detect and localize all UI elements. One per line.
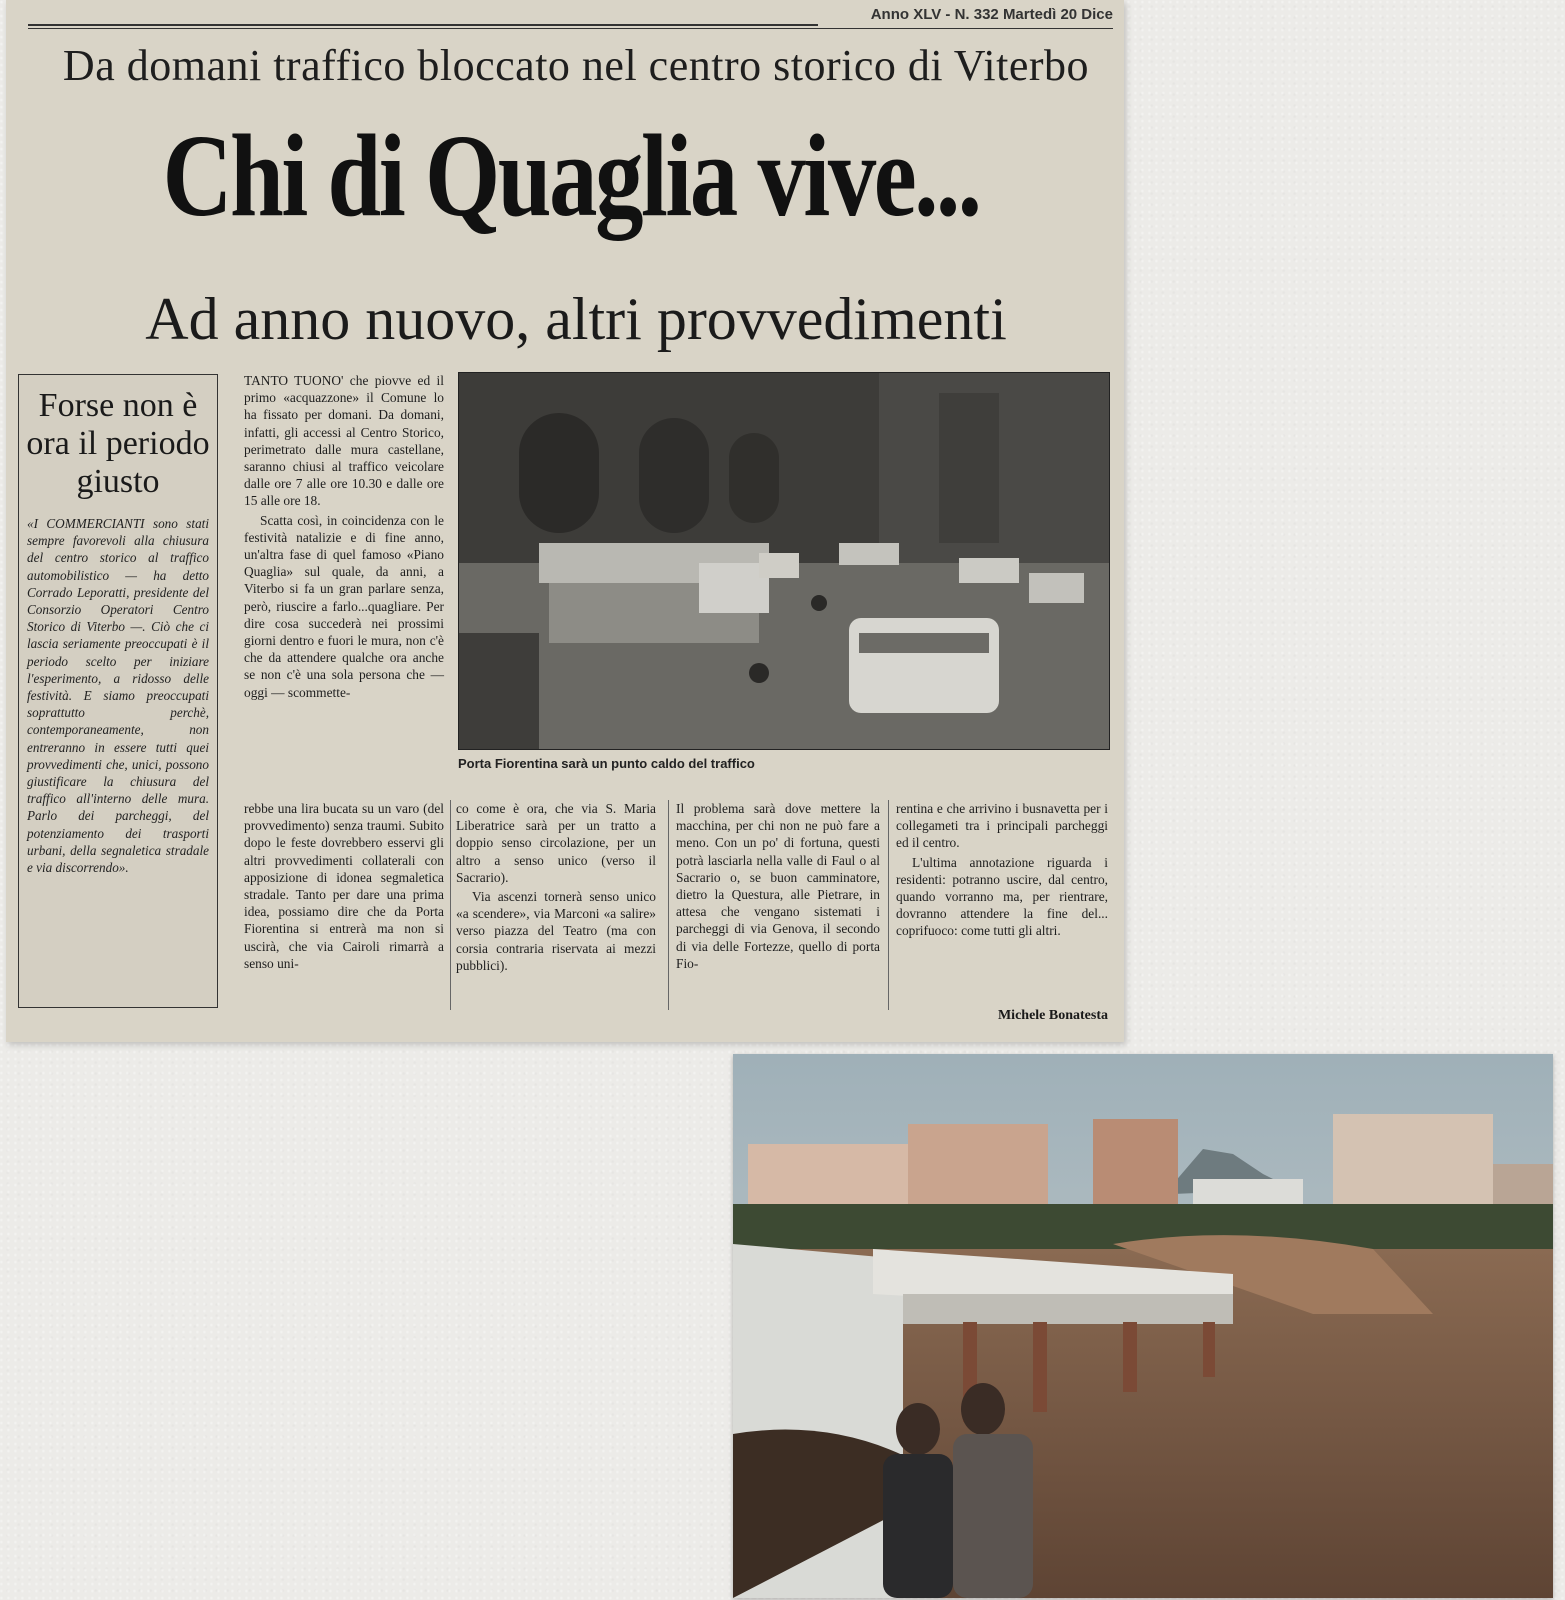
paragraph: co come è ora, che via S. Maria Liberatrice sarà per un tratto a doppio senso circolazione, per un altro a senso unico (verso il Sacrario). [456, 801, 656, 885]
article-column-3 [456, 800, 656, 974]
paragraph: L'ultima annotazione riguarda i residenti: potranno uscire, dal centro, quando vorranno ma, per rientrare, dovranno attendere la fine del... coprifuoco: come tutti gli altri. [896, 854, 1108, 939]
newspaper-clipping [6, 0, 1124, 1042]
article-column-4 [676, 800, 880, 972]
paragraph: Via ascenzi tornerà senso unico «a scendere», via Marconi «a salire» verso piazza del Teatro (ma con corsia contraria riservata ai mezzi pubblici). [456, 889, 656, 973]
photo-caption: Porta Fiorentina sarà un punto caldo del traffico [458, 756, 755, 771]
column-divider [450, 800, 451, 1010]
masthead [28, 6, 1113, 30]
subtitle: Ad anno nuovo, altri provvedimenti [145, 286, 1007, 352]
article-photo [458, 372, 1110, 750]
article-column-2 [244, 800, 444, 972]
color-photograph [733, 1054, 1553, 1598]
masthead-info: Anno XLV - N. 332 Martedì 20 Dice [870, 6, 1113, 23]
overtitle: Da domani traffico bloccato nel centro storico di Viterbo [62, 41, 1090, 90]
column-divider [668, 800, 669, 1010]
masthead-rule [28, 24, 818, 26]
author-signature: Michele Bonatesta [997, 1008, 1108, 1023]
paragraph: rentina e che arrivino i busnavetta per i collegameti tra i principali parcheggi ed il centro. [896, 801, 1108, 851]
street-scene-image [459, 373, 1109, 749]
headline: Chi di Quaglia vive... [162, 110, 980, 241]
sidebar-box-text: «I COMMERCIANTI sono stati sempre favorevoli alla chiusura del centro storico al traffico automobilistico — ha detto Corrado Leporatti, presidente del Consorzio Operatori Centro Storico di Viterbo —. Ciò che ci lascia seriamente preoccupati è il periodo scelto per iniziare l'esperimento, a ridosso delle festività. E siamo preoccupati soprattutto perchè, contemporaneamente, non entreranno in essere tutti quei provvedimenti che, unici, possono giustificare la chiusura del traffico all'interno delle mura. Parlo dei parcheggi, del potenziamento dei trasporti urbani, della segnaletica stradale e via discorrendo». [27, 516, 209, 876]
article-column-1 [244, 372, 444, 701]
sidebar-box [18, 374, 218, 1008]
paragraph: Scatta così, in coincidenza con le festività natalizie e di fine anno, un'altra fase di quel famoso «Piano Quaglia» sul quale, da anni, a Viterbo si fa un gran parlare senza, però, riuscire a farlo...quagliare. Per dire cosa succederà nei prossimi giorni dentro e fuori le mura, non c'è che da attendere qualche ora anche se non c'è una sola persona che — oggi — scommette- [244, 512, 444, 700]
paragraph: TANTO TUONO' che piovve ed il primo «acquazzone» il Comune lo ha fissato per domani. Da domani, infatti, gli accessi al Centro Storico, perimetrato dalle mura castellane, saranno chiusi al traffico veicolare dalle ore 7 alle ore 10.30 e dalle ore 15 alle ore 18. [244, 373, 444, 509]
masthead-underline [28, 28, 1113, 29]
paragraph: Il problema sarà dove mettere la macchina, per chi non ne può fare a meno. Con un po' di fortuna, questi potrà lasciarla nella valle di Faul o al Sacrario o, se buon camminatore, dietro la Questura, alle Pietrare, in attesa che vengano sistemati i parcheggi di via Genova, il secondo di via delle Fortezze, quello di porta Fio- [676, 801, 880, 971]
column-divider [888, 800, 889, 1010]
article-column-5 [896, 800, 1108, 940]
paragraph: rebbe una lira bucata su un varo (del provvedimento) senza traumi. Subito dopo le feste dovrebbero esservi gli altri provvedimenti collaterali con apposizione di idonea segmaletica stradale. Tanto per dare una prima idea, possiamo dire che da Porta Fiorentina si entrerà ma non si uscirà, che via Cairoli rimarrà a senso uni- [244, 801, 444, 971]
bridge-construction-image [733, 1054, 1553, 1598]
sidebar-box-title: Forse non è ora il periodo giusto [26, 387, 210, 500]
